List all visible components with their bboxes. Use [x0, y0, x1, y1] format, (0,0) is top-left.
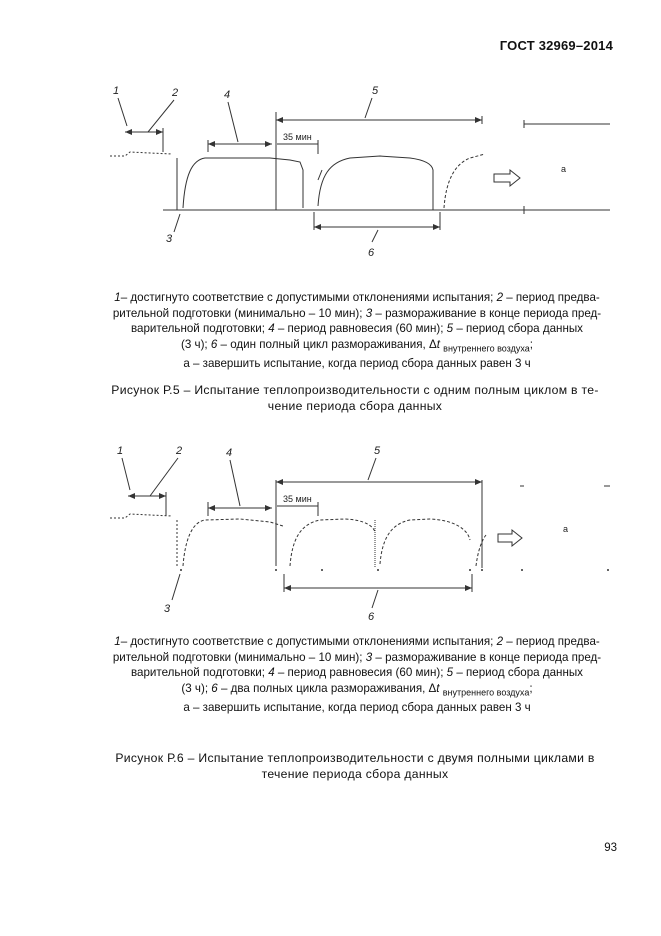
fig6-label-3: 3 [164, 603, 171, 615]
fig6-label-6: 6 [368, 611, 375, 623]
fig6-label-a: а [563, 524, 569, 534]
fig6-label-5: 5 [374, 445, 381, 457]
legend-key-1: 1 [114, 291, 121, 304]
fig5-label-a: а [561, 164, 567, 174]
fig5-label-2: 2 [172, 87, 179, 99]
fig6-label-4: 4 [226, 447, 233, 459]
fig5-label-4: 4 [224, 89, 231, 101]
figure-p6-diagram [0, 440, 661, 630]
legend-note-a-2: а – завершить испытание, когда период сбора данных равен 3 ч [183, 701, 531, 715]
figure-p6-title: Рисунок Р.6 – Испытание теплопроизводительности с двумя полными циклами в течение периода сбора данных [115, 751, 595, 781]
figure-p6-legend: 1– достигнуто соответствие с допустимыми отклонениями испытания; 2 – период предва- рительной подготовки (минимально – 10 мин); 3 – размораживание в конце периода пред- варительной подготовки; 4 – период равновесия (60 мин); 5 – период сбора данных (3 ч); 6 – два полных цикла размораживания, Δt $_{внутреннего воздуха}$; а – завершить испытание, когда период сбора данных равен 3 ч [96, 634, 618, 716]
document-header-id: ГОСТ 32969–2014 [499, 38, 613, 53]
figure-p5-title: Рисунок Р.5 – Испытание теплопроизводительности с одним полным циклом в те- чение периода сбора данных [111, 383, 599, 413]
figure-p5-legend: 1– достигнуто соответствие с допустимыми отклонениями испытания; 2 – период предва- рительной подготовки (минимально – 10 мин); 3 – размораживание в конце периода пред- варительной подготовки; 4 – период равновесия (60 мин); 5 – период сбора данных (3 ч); 6 – один полный цикл размораживания, Δt $_{внутреннего воздуха}$; а – завершить испытание, когда период сбора данных равен 3 ч [96, 290, 618, 372]
fig6-interval-label: 35 мин [283, 494, 312, 504]
fig6-label-1: 1 [117, 445, 124, 457]
legend-note-a: а – завершить испытание, когда период сбора данных равен 3 ч [183, 357, 531, 371]
fig6-label-2: 2 [176, 445, 183, 457]
fig5-label-6: 6 [368, 247, 375, 259]
fig5-label-3: 3 [166, 233, 173, 245]
figure-p5-diagram [0, 80, 661, 270]
fig5-label-1: 1 [113, 85, 120, 97]
fig5-interval-label: 35 мин [283, 132, 312, 142]
page-number: 93 [604, 842, 617, 854]
fig5-label-5: 5 [372, 85, 379, 97]
